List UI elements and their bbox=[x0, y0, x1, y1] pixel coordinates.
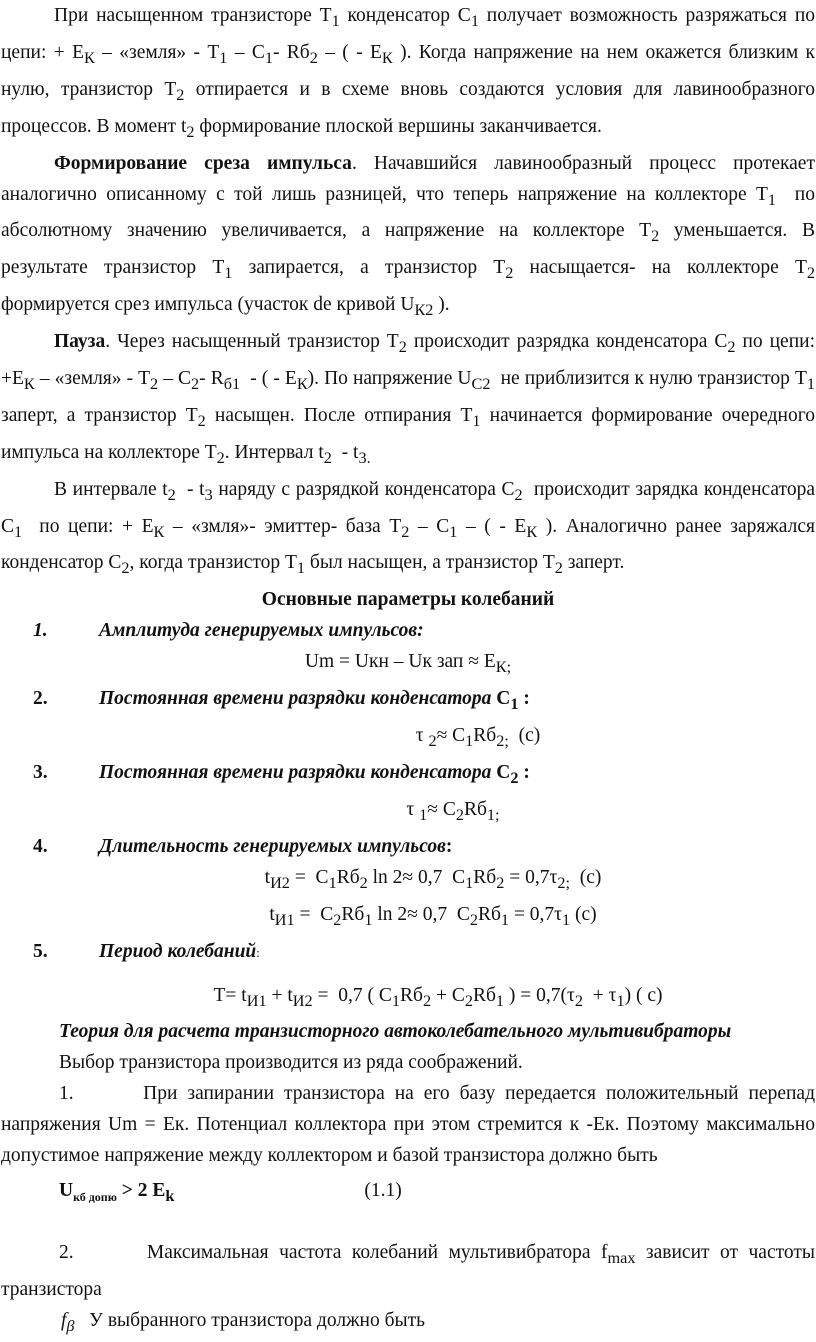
param-2-label-tail: $С_1$ : bbox=[496, 688, 530, 714]
param-4-label: Длительность генерируемых импульсов bbox=[99, 835, 446, 857]
param-4-formula-a: $t_{И2} = С_1Rб_2$ ln 2≈ 0,7 $С_1Rб_2 = 0,7\tau_{2;}$ (с) bbox=[264, 866, 602, 892]
equation-1-1-lhs: $U_{кб допю} > 2$ $E_k$ bbox=[59, 1180, 175, 1206]
param-3-number: 3. bbox=[33, 762, 48, 784]
param-5-label-tail: : bbox=[256, 944, 260, 960]
param-2 bbox=[1, 683, 815, 720]
param-1-number: 1. bbox=[33, 620, 48, 642]
theory-intro: Выбор транзистора производится из ряда соображений. bbox=[59, 1052, 523, 1074]
theory-item-1-text: При запирании транзистора на его базу передается положительный перепад напряжения Um = Ек. Потенциал коллектора при этом стремится к -Ек. Поэтому максимально допустимое напряжение между коллектором и базой транзистора должно быть bbox=[1, 1083, 815, 1167]
paragraph-2-lead: Формирование среза импульса bbox=[54, 152, 352, 174]
theory-title: Теория для расчета транзисторного автоколебательного мультивибраторы bbox=[59, 1021, 732, 1043]
paragraph-2: Формирование среза импульса. Начавшийся лавинообразный процесс протекает аналогично описанному с той лишь разницей, что теперь напряжение на коллекторе $Т_1$ по абсолютному значению увеличивается, а напряжение на коллекторе $Т_2$ уменьшается. В результате транзистор $Т_1$ запирается, а транзистор $Т_2$ насыщается- на коллекторе $Т_2$ формируется срез импульса (участок de кривой $U_{К2}$ ). bbox=[1, 152, 815, 320]
theory-item-1-number: 1. bbox=[59, 1083, 74, 1105]
theory-item-1 bbox=[1, 1078, 815, 1171]
paragraph-3-lead: Пауза bbox=[54, 331, 106, 353]
param-5 bbox=[1, 936, 815, 968]
theory-item-2: 2. Максимальная частота колебаний мультивибратора $f_{max}$ зависит от частоты транзистора bbox=[1, 1242, 815, 1301]
param-4-label-tail: : bbox=[445, 835, 453, 857]
param-5-label: Период колебаний bbox=[99, 940, 257, 962]
param-1-label: Амплитуда генерируемых импульсов: bbox=[99, 620, 424, 642]
param-4-formula-b: $t_{И1} = С_2Rб_1$ ln 2≈ 0,7 $С_2Rб_1 = 0,7\tau_1$ (с) bbox=[269, 903, 597, 929]
param-4-number: 4. bbox=[33, 835, 48, 857]
param-1 bbox=[1, 615, 815, 646]
section-title: Основные параметры колебаний bbox=[261, 589, 555, 611]
param-3-formula: τ $_1\approx С_2Rб_{1;}$ bbox=[406, 798, 500, 824]
paragraph-4: В интервале $t_2 - t_3$ наряду с разрядкой конденсатора $С_2$ происходит зарядка конденсатора $С_1$ по цепи: + $Е_К$ – «змля»- эмиттер- база $Т_2 - С_1$ – ( - $Е_К$ ). Аналогично ранее заряжался конденсатор $С_2$, когда транзистор $Т_1$ был насыщен, а транзистор $Т_2$ заперт. bbox=[1, 478, 815, 578]
equation-1-1-tag: (1.1) bbox=[364, 1180, 402, 1202]
last-line-text: У выбранного транзистора должно быть bbox=[89, 1310, 426, 1332]
f-beta-symbol: $f_\beta$ bbox=[61, 1310, 75, 1336]
param-5-number: 5. bbox=[33, 940, 48, 962]
param-2-number: 2. bbox=[33, 688, 48, 710]
paragraph-1: При насыщенном транзисторе $Т_1$ конденсатор $С_1$ получает возможность разряжаться по цепи: + $Е_К$ – «земля» - $Т_1 - С_1-$ $Rб_2$ – ( - $Е_К$ ). Когда напряжение на нем окажется близким к нулю, транзистор $Т_2$ отпирается и в схеме вновь создаются условия для лавинообразного процессов. В момент $t_2$ формирование плоской вершины заканчивается. bbox=[1, 5, 816, 141]
equation-1-1 bbox=[1, 1175, 815, 1213]
theory-item-2-number: 2. bbox=[59, 1242, 74, 1264]
param-3-label-tail: $С_2$ : bbox=[496, 762, 530, 787]
last-line bbox=[1, 1305, 815, 1342]
paragraph-3: Пауза. Через насыщенный транзистор $Т_2$ происходит разрядка конденсатора $С_2$ по цепи: $+Е_К$ – «земля» - $Т_2 - С_2-$ $R_{б1}$ - ( - $Е_К$). По напряжение $U_{С2}$ не приблизится к нулю транзистор $Т_1$ заперт, а транзистор $Т_2$ насыщен. После отпирания $Т_1$ начинается формирование очередного импульса на коллекторе $Т_2$. Интервал $t_2 - t_{3.}$ bbox=[1, 331, 816, 467]
param-5-formula: $Т= t_{И1} + t_{И2} = 0,7$ ( $С_1Rб_2 + С_2Rб_1$ ) = $0,7(\tau_2 + \tau_1)$ ( с) bbox=[213, 984, 663, 1010]
param-1-formula: Um = Uкн – Uк зап ≈ $Е_{К;}$ bbox=[304, 651, 512, 677]
param-2-label: Постоянная времени разрядки конденсатора bbox=[99, 688, 492, 710]
param-2-formula: τ $_2\approx С_1Rб_{2;}$ (с) bbox=[415, 725, 541, 751]
param-4 bbox=[1, 831, 815, 862]
param-3 bbox=[1, 757, 815, 794]
param-3-label: Постоянная времени разрядки конденсатора bbox=[99, 762, 492, 784]
